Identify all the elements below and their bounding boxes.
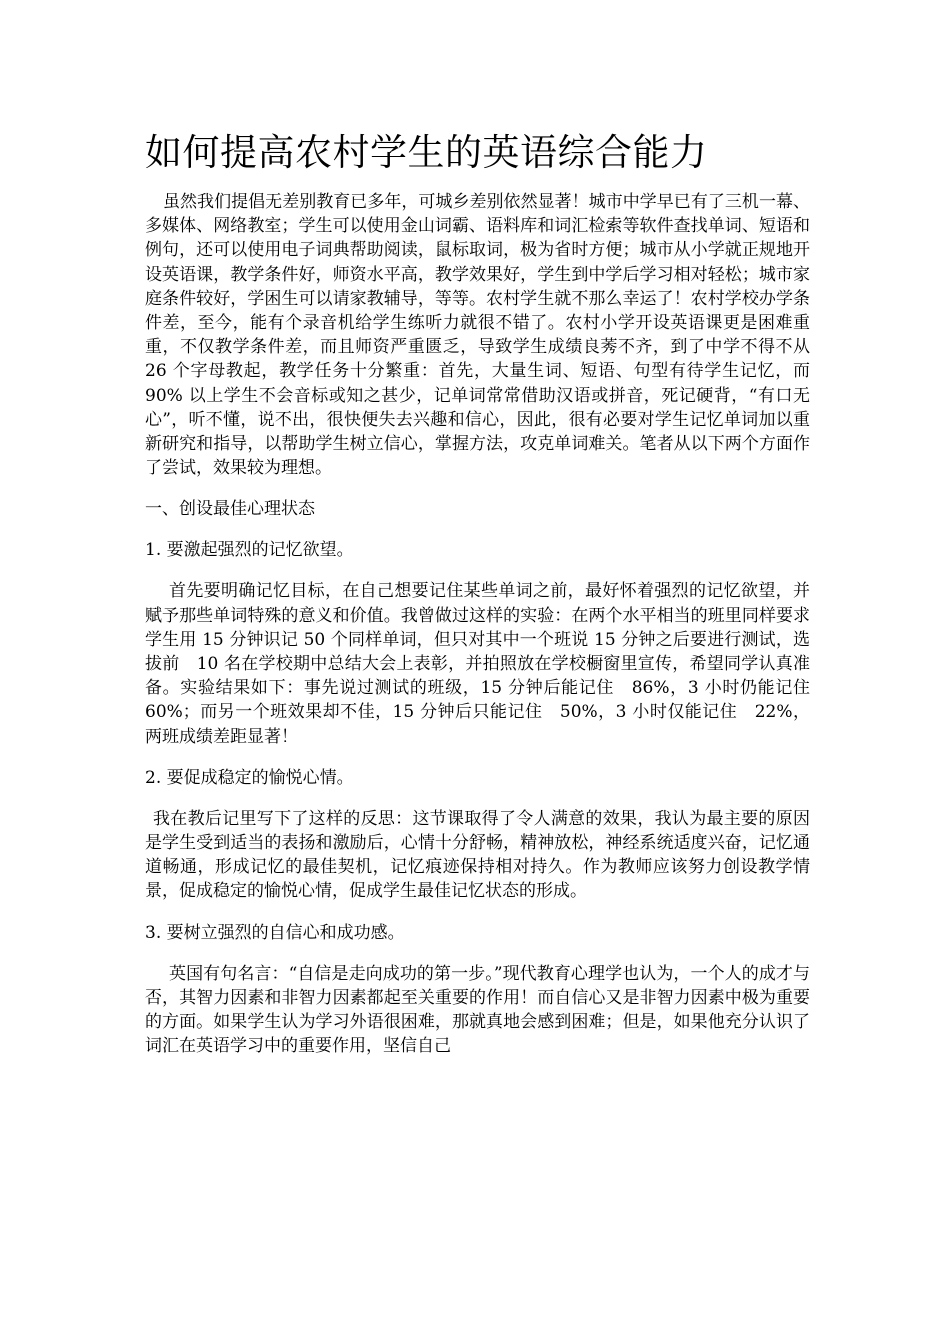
spacer bbox=[145, 480, 810, 497]
item-heading-1: 1. 要激起强烈的记忆欲望。 bbox=[145, 540, 354, 561]
intro-paragraph: 虽然我们提倡无差别教育已多年，可城乡差别依然显著！城市中学早已有了三机一幕、多媒体、网络教室；学生可以使用金山词霸、语料库和词汇检索等软件查找单词、短语和例句，还可以使用电子词典帮助阅读，鼠标取词，极为省时方便；城市从小学就正规地开设英语课，教学条件好，师资水平高，教学效果好，学生到中学后学习相对轻松；城市家庭条件较好，学困生可以请家教辅导，等等。农村学生就不那么幸运了！农村学校办学条件差，至今，能有个录音机给学生练听力就很不错了。农村小学开设英语课更是困难重重，不仅教学条件差，而且师资严重匮乏，导致学生成绩良莠不齐，到了中学不得不从 26 个字母教起，教学任务十分繁重：首先，大量生词、短语、句型有待学生记忆，而 90% 以上学生不会音标或知之甚少，记单词常常借助汉语或拼音，死记硬背，“有口无心”，听不懂，说不出，很快便失去兴趣和信心，因此，很有必要对学生记忆单词加以重新研究和指导，以帮助学生树立信心，掌握方法，攻克单词难关。笔者从以下两个方面作了尝试，效果较为理想。 bbox=[145, 192, 827, 479]
item-paragraph-1: 首先要明确记忆目标，在自己想要记住某些单词之前，最好怀着强烈的记忆欲望，并赋予那些单词特殊的意义和价值。我曾做过这样的实验：在两个水平相当的班里同样要求学生用 15 分钟识记 50 个同样单词，但只对其中一个班说 15 分钟之后要进行测试，选拔前 10 名在学校期中总结大会上表彰，并拍照放在学校橱窗里宣传，希望同学认真准备。实验结果如下：事先说过测试的班级，15 分钟后能记住 86%，3 小时仍能记住 60%；而另一个班效果却不佳，15 分钟后只能记住 50%，3 小时仅能记住 22%，两班成绩差距显著！ bbox=[145, 581, 827, 747]
spacer bbox=[145, 562, 810, 579]
spacer bbox=[145, 790, 810, 807]
item-paragraph-3: 英国有句名言：“自信是走向成功的第一步。”现代教育心理学也认为，一个人的成才与否，其智力因素和非智力因素都起至关重要的作用！而自信心又是非智力因素中极为重要的方面。如果学生认为学习外语很困难，那就真地会感到困难；但是，如果他充分认识了词汇在英语学习中的重要作用，坚信自己 bbox=[145, 963, 810, 1057]
spacer bbox=[145, 945, 810, 962]
spacer bbox=[145, 904, 810, 921]
spacer bbox=[145, 749, 810, 766]
item-heading-3: 3. 要树立强烈的自信心和成功感。 bbox=[145, 922, 405, 943]
document-page bbox=[145, 128, 827, 1058]
section-heading: 一、创设最佳心理状态 bbox=[145, 499, 315, 520]
item-heading-2: 2. 要促成稳定的愉悦心情。 bbox=[145, 767, 354, 788]
item-paragraph-2: 我在教后记里写下了这样的反思：这节课取得了令人满意的效果，我认为最主要的原因是学生受到适当的表扬和激励后，心情十分舒畅，精神放松，神经系统适度兴奋，记忆通道畅通，形成记忆的最佳契机，记忆痕迹保持相对持久。作为教师应该努力创设教学情景，促成稳定的愉悦心情，促成学生最佳记忆状态的形成。 bbox=[145, 808, 810, 902]
document-title: 如何提高农村学生的英语综合能力 bbox=[145, 131, 708, 174]
spacer bbox=[145, 521, 810, 538]
